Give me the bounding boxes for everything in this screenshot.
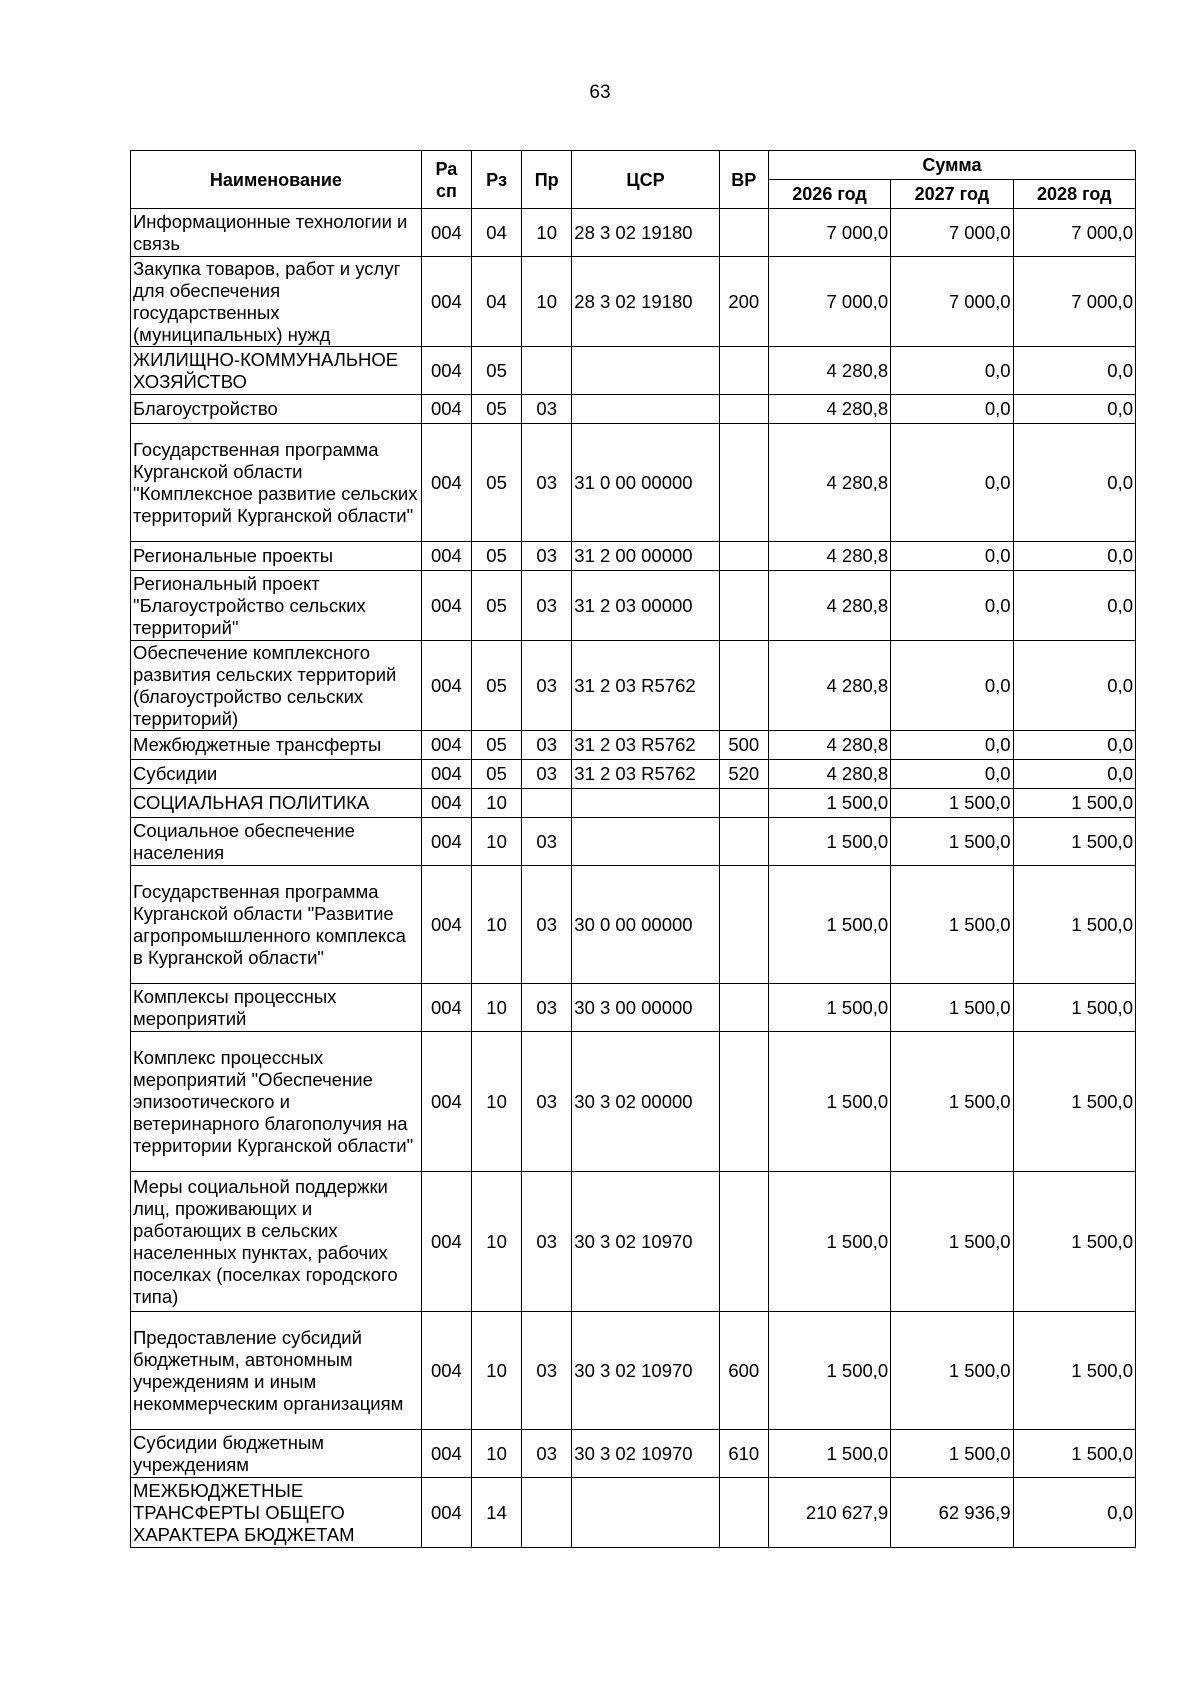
row-rz: 05 (472, 731, 522, 760)
table-row (131, 209, 1136, 257)
row-sum-2028: 0,0 (1013, 571, 1135, 641)
header-rasp: Ра сп (421, 151, 471, 209)
row-rz: 10 (472, 1430, 522, 1478)
row-rasp: 004 (421, 571, 471, 641)
row-rz: 05 (472, 424, 522, 542)
row-csr: 30 3 02 10970 (572, 1430, 719, 1478)
row-name: Региональный проект "Благоустройство сельских территорий" (131, 571, 422, 641)
row-sum-2027: 0,0 (891, 347, 1013, 395)
row-pr: 03 (522, 1312, 572, 1430)
row-name: Информационные технологии и связь (131, 209, 422, 257)
row-rasp: 004 (421, 1172, 471, 1312)
table-row (131, 1172, 1136, 1312)
row-csr: 31 2 00 00000 (572, 542, 719, 571)
row-rasp: 004 (421, 257, 471, 347)
row-vr (719, 209, 768, 257)
row-name: Межбюджетные трансферты (131, 731, 422, 760)
row-sum-2026: 4 280,8 (768, 641, 890, 731)
row-name: Государственная программа Курганской области "Развитие агропромышленного комплекса в Курганской области" (131, 866, 422, 984)
row-pr (522, 347, 572, 395)
header-sum: Сумма (768, 151, 1135, 180)
row-rasp: 004 (421, 395, 471, 424)
row-sum-2027: 1 500,0 (891, 866, 1013, 984)
header-2027: 2027 год (891, 180, 1013, 209)
row-rz: 14 (472, 1478, 522, 1548)
header-2026: 2026 год (768, 180, 890, 209)
row-vr (719, 424, 768, 542)
row-sum-2027: 7 000,0 (891, 209, 1013, 257)
row-csr: 30 3 02 10970 (572, 1312, 719, 1430)
row-sum-2027: 0,0 (891, 731, 1013, 760)
row-sum-2026: 4 280,8 (768, 760, 890, 789)
row-name: Благоустройство (131, 395, 422, 424)
row-rz: 10 (472, 1032, 522, 1172)
row-rasp: 004 (421, 1478, 471, 1548)
row-name: СОЦИАЛЬНАЯ ПОЛИТИКА (131, 789, 422, 818)
row-name: Предоставление субсидий бюджетным, автономным учреждениям и иным некоммерческим организациям (131, 1312, 422, 1430)
row-name: Закупка товаров, работ и услуг для обеспечения государственных (муниципальных) нужд (131, 257, 422, 347)
row-rz: 05 (472, 571, 522, 641)
row-pr (522, 1478, 572, 1548)
table-row (131, 818, 1136, 866)
row-pr: 03 (522, 424, 572, 542)
row-csr: 30 0 00 00000 (572, 866, 719, 984)
row-sum-2027: 0,0 (891, 542, 1013, 571)
row-vr: 600 (719, 1312, 768, 1430)
table-row (131, 1032, 1136, 1172)
row-sum-2026: 1 500,0 (768, 866, 890, 984)
row-sum-2028: 0,0 (1013, 760, 1135, 789)
table-row (131, 424, 1136, 542)
row-sum-2027: 0,0 (891, 641, 1013, 731)
row-rasp: 004 (421, 866, 471, 984)
row-sum-2028: 1 500,0 (1013, 984, 1135, 1032)
row-name: Региональные проекты (131, 542, 422, 571)
row-vr: 200 (719, 257, 768, 347)
row-pr: 03 (522, 571, 572, 641)
table-row (131, 789, 1136, 818)
row-sum-2026: 4 280,8 (768, 347, 890, 395)
row-rasp: 004 (421, 424, 471, 542)
row-sum-2026: 4 280,8 (768, 571, 890, 641)
row-rasp: 004 (421, 789, 471, 818)
row-pr: 03 (522, 866, 572, 984)
row-rasp: 004 (421, 542, 471, 571)
row-rz: 10 (472, 984, 522, 1032)
row-vr: 500 (719, 731, 768, 760)
row-sum-2026: 4 280,8 (768, 424, 890, 542)
row-pr: 03 (522, 641, 572, 731)
row-sum-2026: 1 500,0 (768, 789, 890, 818)
table-row (131, 866, 1136, 984)
row-rasp: 004 (421, 1430, 471, 1478)
row-name: Субсидии бюджетным учреждениям (131, 1430, 422, 1478)
row-name: Комплексы процессных мероприятий (131, 984, 422, 1032)
row-rz: 10 (472, 1312, 522, 1430)
row-csr (572, 789, 719, 818)
row-sum-2026: 210 627,9 (768, 1478, 890, 1548)
row-csr: 28 3 02 19180 (572, 257, 719, 347)
row-pr: 10 (522, 209, 572, 257)
header-pr: Пр (522, 151, 572, 209)
row-sum-2028: 0,0 (1013, 542, 1135, 571)
row-csr: 31 2 03 R5762 (572, 760, 719, 789)
row-sum-2028: 7 000,0 (1013, 209, 1135, 257)
row-name: Социальное обеспечение населения (131, 818, 422, 866)
row-csr: 30 3 02 00000 (572, 1032, 719, 1172)
row-vr (719, 1478, 768, 1548)
table-row (131, 1430, 1136, 1478)
row-csr (572, 395, 719, 424)
row-sum-2027: 0,0 (891, 424, 1013, 542)
row-csr (572, 347, 719, 395)
row-sum-2028: 1 500,0 (1013, 818, 1135, 866)
budget-table (130, 150, 1136, 1548)
row-pr (522, 789, 572, 818)
row-vr (719, 395, 768, 424)
row-pr: 03 (522, 1172, 572, 1312)
header-name: Наименование (131, 151, 422, 209)
table-row (131, 347, 1136, 395)
row-name: Обеспечение комплексного развития сельских территорий (благоустройство сельских территорий) (131, 641, 422, 731)
row-sum-2028: 0,0 (1013, 641, 1135, 731)
row-sum-2027: 1 500,0 (891, 789, 1013, 818)
row-sum-2028: 1 500,0 (1013, 789, 1135, 818)
row-sum-2027: 1 500,0 (891, 984, 1013, 1032)
row-pr: 03 (522, 395, 572, 424)
table-row (131, 731, 1136, 760)
row-name: Комплекс процессных мероприятий "Обеспечение эпизоотического и ветеринарного благополучия на территории Курганской области" (131, 1032, 422, 1172)
row-csr: 31 2 03 R5762 (572, 731, 719, 760)
row-sum-2026: 1 500,0 (768, 1172, 890, 1312)
table-row (131, 760, 1136, 789)
row-rasp: 004 (421, 984, 471, 1032)
row-sum-2028: 0,0 (1013, 395, 1135, 424)
row-rasp: 004 (421, 1312, 471, 1430)
row-rz: 05 (472, 760, 522, 789)
row-sum-2026: 4 280,8 (768, 395, 890, 424)
row-pr: 03 (522, 731, 572, 760)
row-sum-2026: 1 500,0 (768, 818, 890, 866)
row-rz: 05 (472, 347, 522, 395)
row-sum-2027: 1 500,0 (891, 1032, 1013, 1172)
row-rasp: 004 (421, 209, 471, 257)
row-rz: 05 (472, 542, 522, 571)
row-csr (572, 818, 719, 866)
row-sum-2028: 1 500,0 (1013, 1032, 1135, 1172)
row-pr: 03 (522, 984, 572, 1032)
row-rasp: 004 (421, 1032, 471, 1172)
row-csr: 30 3 02 10970 (572, 1172, 719, 1312)
row-rz: 10 (472, 1172, 522, 1312)
row-vr (719, 1172, 768, 1312)
row-sum-2027: 7 000,0 (891, 257, 1013, 347)
row-rasp: 004 (421, 731, 471, 760)
row-vr (719, 571, 768, 641)
row-vr (719, 789, 768, 818)
row-sum-2026: 1 500,0 (768, 1312, 890, 1430)
row-sum-2027: 0,0 (891, 571, 1013, 641)
row-sum-2028: 1 500,0 (1013, 1172, 1135, 1312)
row-sum-2027: 1 500,0 (891, 1172, 1013, 1312)
row-sum-2026: 1 500,0 (768, 1430, 890, 1478)
table-row (131, 257, 1136, 347)
row-vr (719, 818, 768, 866)
table-row (131, 571, 1136, 641)
row-csr: 30 3 00 00000 (572, 984, 719, 1032)
row-rz: 10 (472, 866, 522, 984)
row-vr: 610 (719, 1430, 768, 1478)
row-csr: 31 2 03 R5762 (572, 641, 719, 731)
table-row (131, 395, 1136, 424)
row-csr (572, 1478, 719, 1548)
row-rz: 05 (472, 395, 522, 424)
row-csr: 28 3 02 19180 (572, 209, 719, 257)
row-sum-2028: 0,0 (1013, 347, 1135, 395)
row-name: МЕЖБЮДЖЕТНЫЕ ТРАНСФЕРТЫ ОБЩЕГО ХАРАКТЕРА БЮДЖЕТАМ (131, 1478, 422, 1548)
table-body (131, 209, 1136, 1548)
row-sum-2027: 1 500,0 (891, 818, 1013, 866)
row-vr (719, 984, 768, 1032)
header-csr: ЦСР (572, 151, 719, 209)
table-row (131, 1312, 1136, 1430)
row-vr (719, 866, 768, 984)
header-vr: ВР (719, 151, 768, 209)
row-pr: 03 (522, 542, 572, 571)
row-pr: 03 (522, 1032, 572, 1172)
row-sum-2026: 1 500,0 (768, 984, 890, 1032)
row-name: ЖИЛИЩНО-КОММУНАЛЬНОЕ ХОЗЯЙСТВО (131, 347, 422, 395)
row-vr (719, 641, 768, 731)
table-row (131, 984, 1136, 1032)
header-row (131, 151, 1136, 180)
row-sum-2026: 1 500,0 (768, 1032, 890, 1172)
row-sum-2027: 0,0 (891, 395, 1013, 424)
row-vr (719, 542, 768, 571)
row-name: Субсидии (131, 760, 422, 789)
row-sum-2028: 1 500,0 (1013, 1430, 1135, 1478)
row-csr: 31 0 00 00000 (572, 424, 719, 542)
page-number: 63 (589, 82, 611, 103)
row-name: Меры социальной поддержки лиц, проживающих и работающих в сельских населенных пунктах, рабочих поселках (поселках городского типа) (131, 1172, 422, 1312)
row-sum-2028: 0,0 (1013, 1478, 1135, 1548)
row-sum-2027: 0,0 (891, 760, 1013, 789)
row-sum-2026: 7 000,0 (768, 257, 890, 347)
row-sum-2028: 1 500,0 (1013, 866, 1135, 984)
row-sum-2027: 1 500,0 (891, 1430, 1013, 1478)
row-rasp: 004 (421, 641, 471, 731)
row-sum-2028: 7 000,0 (1013, 257, 1135, 347)
row-sum-2027: 1 500,0 (891, 1312, 1013, 1430)
header-2028: 2028 год (1013, 180, 1135, 209)
row-rasp: 004 (421, 818, 471, 866)
row-rz: 10 (472, 818, 522, 866)
row-rasp: 004 (421, 347, 471, 395)
row-rz: 04 (472, 209, 522, 257)
row-sum-2026: 7 000,0 (768, 209, 890, 257)
row-sum-2028: 1 500,0 (1013, 1312, 1135, 1430)
header-rz: Рз (472, 151, 522, 209)
row-sum-2027: 62 936,9 (891, 1478, 1013, 1548)
row-name: Государственная программа Курганской области "Комплексное развитие сельских территорий Курганской области" (131, 424, 422, 542)
row-pr: 03 (522, 760, 572, 789)
row-rz: 05 (472, 641, 522, 731)
row-vr (719, 347, 768, 395)
row-rz: 04 (472, 257, 522, 347)
row-sum-2028: 0,0 (1013, 731, 1135, 760)
row-sum-2026: 4 280,8 (768, 542, 890, 571)
row-pr: 03 (522, 818, 572, 866)
table-row (131, 542, 1136, 571)
table-row (131, 1478, 1136, 1548)
row-vr (719, 1032, 768, 1172)
row-pr: 10 (522, 257, 572, 347)
row-sum-2028: 0,0 (1013, 424, 1135, 542)
row-pr: 03 (522, 1430, 572, 1478)
row-rz: 10 (472, 789, 522, 818)
row-vr: 520 (719, 760, 768, 789)
row-csr: 31 2 03 00000 (572, 571, 719, 641)
table-row (131, 641, 1136, 731)
row-sum-2026: 4 280,8 (768, 731, 890, 760)
row-rasp: 004 (421, 760, 471, 789)
